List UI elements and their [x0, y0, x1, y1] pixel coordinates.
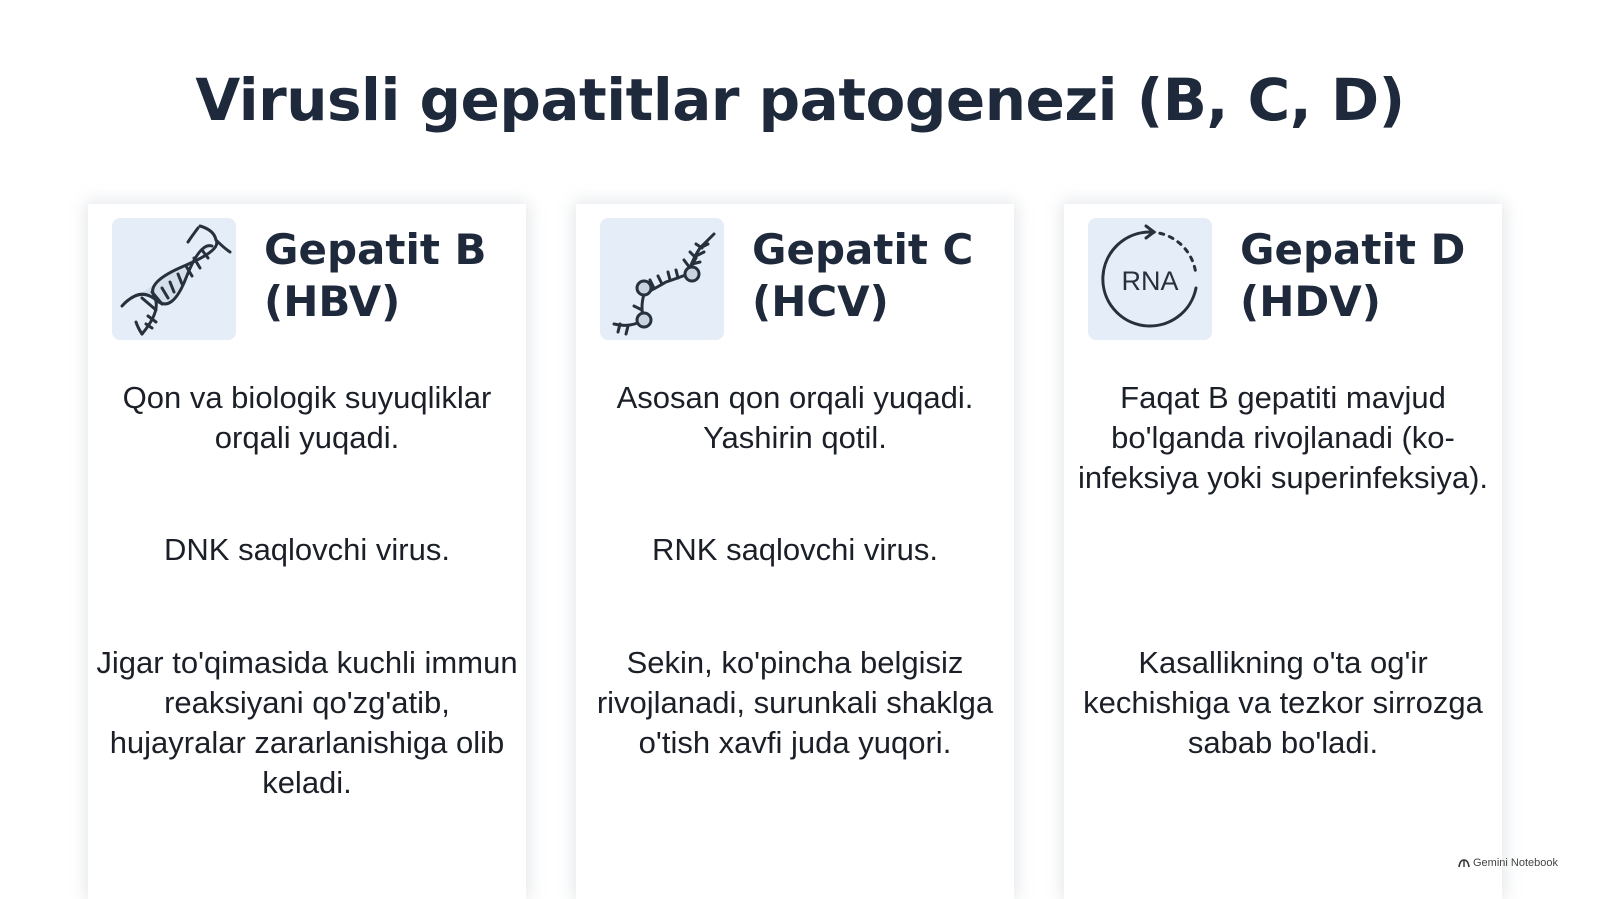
card-title-line1: Gepatit D	[1240, 225, 1466, 274]
rna-strand-icon	[600, 218, 724, 340]
genome-text: RNK saqlovchi virus.	[652, 532, 938, 567]
card-hepatitis-c	[576, 204, 1014, 899]
card-title	[752, 224, 1002, 328]
transmission-text: Faqat B gepatiti mavjud bo'lganda rivojlanadi (ko-infeksiya yoki superinfeksiya).	[1077, 380, 1489, 495]
rna-label: RNA	[1121, 266, 1179, 296]
card-title	[1240, 224, 1490, 328]
pathogenesis-text: Sekin, ko'pincha belgisiz rivojlanadi, surunkali shaklga o'tish xavfi juda yuqori.	[596, 645, 994, 760]
page-title: Virusli gepatitlar patogenezi (B, C, D)	[195, 66, 1405, 134]
transmission-text: Asosan qon orqali yuqadi. Yashirin qotil.	[616, 380, 974, 455]
watermark	[1458, 857, 1558, 869]
card-title-line2: (HBV)	[264, 277, 401, 326]
dna-helix-icon	[112, 218, 236, 340]
notebook-logo-icon	[1458, 858, 1470, 868]
card-title	[264, 224, 514, 328]
card-title-line2: (HCV)	[752, 277, 889, 326]
card-title-line1: Gepatit B	[264, 225, 487, 274]
card-title-line2: (HDV)	[1240, 277, 1381, 326]
watermark-label: Gemini Notebook	[1473, 857, 1558, 869]
card-hepatitis-b	[88, 204, 526, 899]
pathogenesis-text: Kasallikning o'ta og'ir kechishiga va tezkor sirrozga sabab bo'ladi.	[1083, 645, 1483, 760]
genome-text: DNK saqlovchi virus.	[164, 532, 450, 567]
card-title-line1: Gepatit C	[752, 225, 974, 274]
pathogenesis-text: Jigar to'qimasida kuchli immun reaksiyani qo'zg'atib, hujayralar zararlanishiga olib keladi.	[96, 645, 518, 800]
card-hepatitis-d	[1064, 204, 1502, 899]
circular-rna-icon	[1088, 218, 1212, 340]
transmission-text: Qon va biologik suyuqliklar orqali yuqadi.	[122, 380, 492, 455]
